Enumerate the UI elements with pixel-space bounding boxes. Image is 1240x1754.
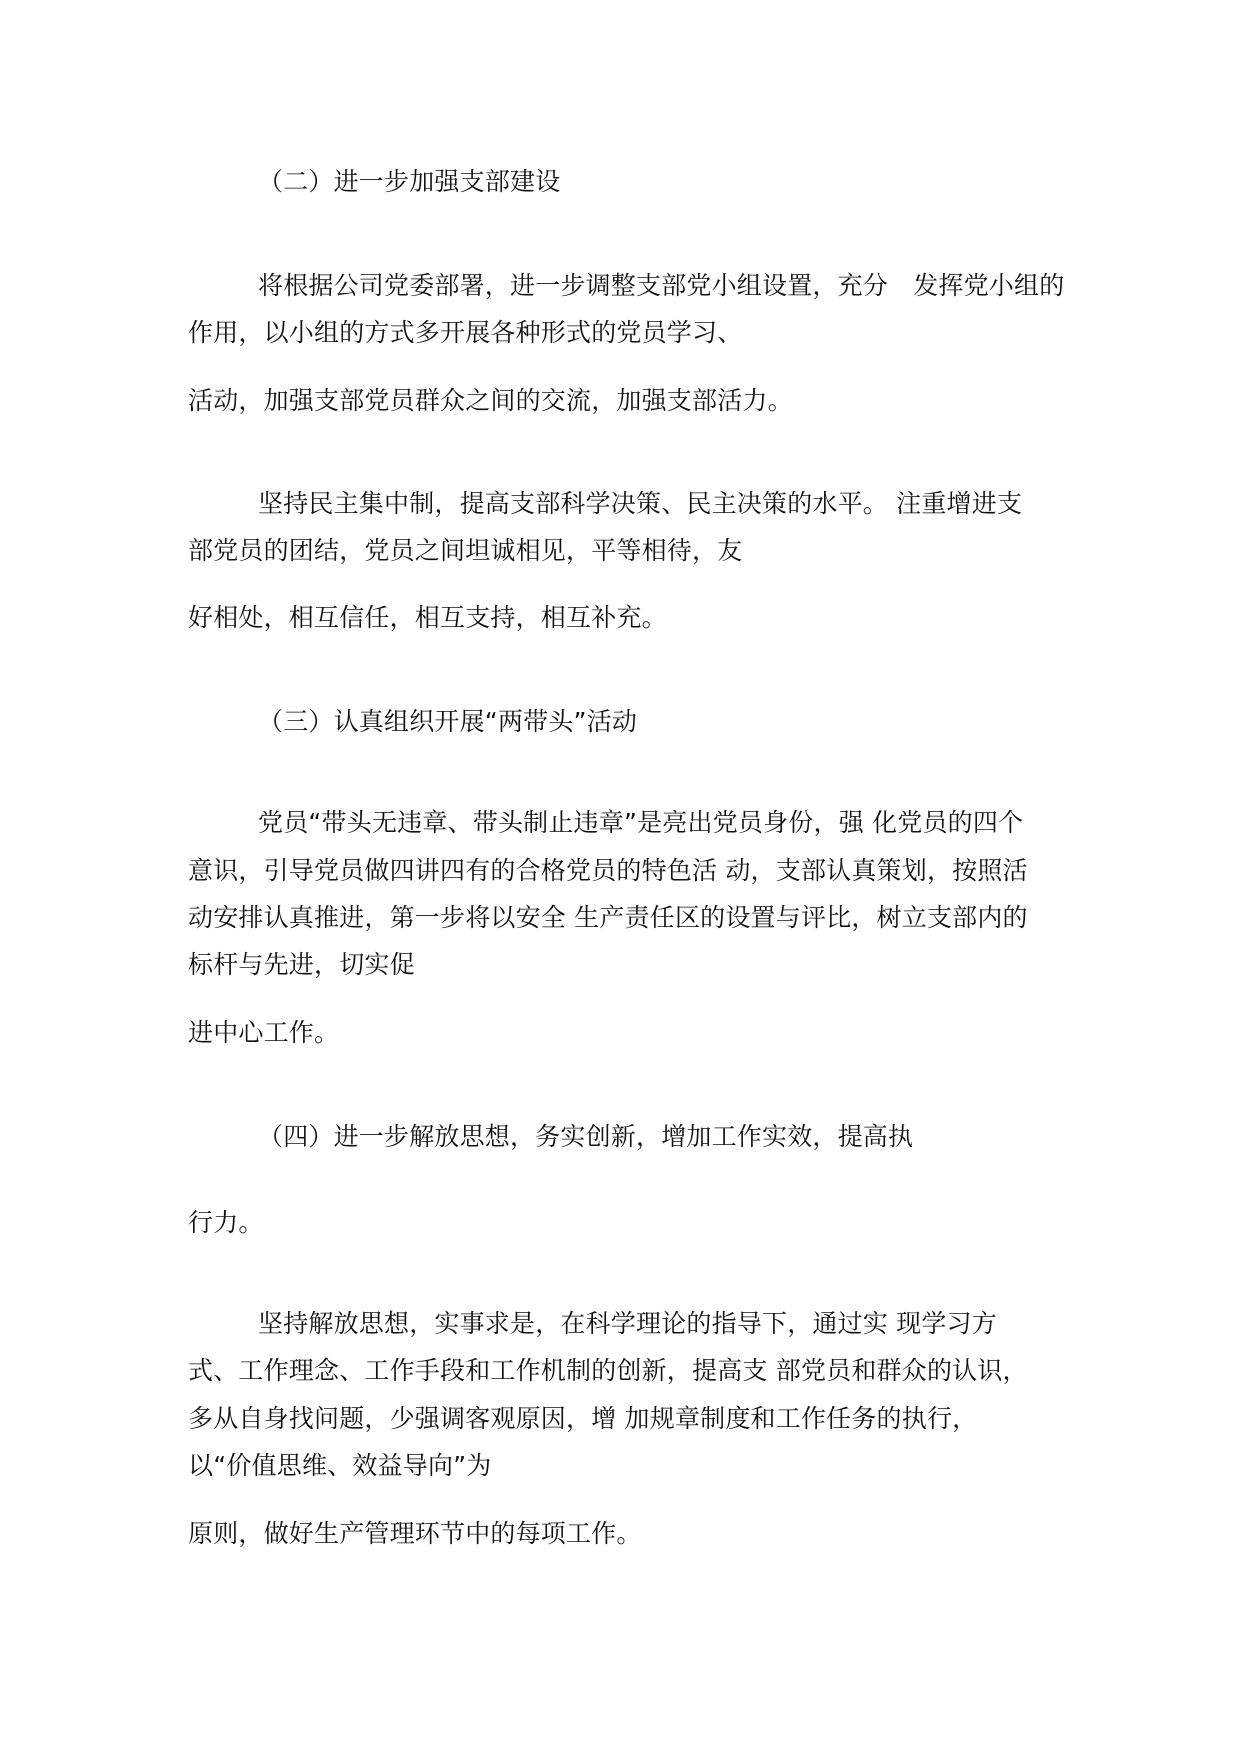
paragraph-line: 多从自身找问题，少强调客观原因，增 加规章制度和工作任务的执行， xyxy=(188,1404,978,1433)
paragraph-line: 以“价值思维、效益导向”为 xyxy=(188,1451,492,1480)
paragraph-line: 式、工作理念、工作手段和工作机制的创新，提高支 部党员和群众的认识， xyxy=(188,1356,1028,1385)
paragraph-line: 将根据公司党委部署，进一步调整支部党小组设置，充分 发挥党小组的 xyxy=(258,271,1065,300)
paragraph-line: 坚持解放思想，实事求是，在科学理论的指导下，通过实 现学习方 xyxy=(258,1309,997,1338)
paragraph-line: 意识，引导党员做四讲四有的合格党员的特色活 动，支部认真策划，按照活 xyxy=(188,856,1028,885)
paragraph-line: 标杆与先进，切实促 xyxy=(188,950,415,979)
section-heading-3: （三）认真组织开展“两带头”活动 xyxy=(258,707,638,736)
section-heading-4: （四）进一步解放思想，务实创新，增加工作实效，提高执 xyxy=(258,1122,914,1151)
paragraph-line: 活动，加强支部党员群众之间的交流，加强支部活力。 xyxy=(188,386,793,415)
paragraph-line: 进中心工作。 xyxy=(188,1018,340,1047)
paragraph-line: 作用，以小组的方式多开展各种形式的党员学习、 xyxy=(188,318,743,347)
paragraph-line: 部党员的团结，党员之间坦诚相见，平等相待，友 xyxy=(188,536,743,565)
section-heading-2: （二）进一步加强支部建设 xyxy=(258,167,561,196)
paragraph-line: 动安排认真推进，第一步将以安全 生产责任区的设置与评比，树立支部内的 xyxy=(188,903,1028,932)
paragraph-line: 原则，做好生产管理环节中的每项工作。 xyxy=(188,1519,642,1548)
paragraph-line: 党员“带头无违章、带头制止违章”是亮出党员身份，强 化党员的四个 xyxy=(258,808,1024,837)
paragraph-line: 坚持民主集中制，提高支部科学决策、民主决策的水平。 注重增进支 xyxy=(258,489,1023,518)
paragraph-line: 好相处，相互信任，相互支持，相互补充。 xyxy=(188,603,667,632)
paragraph-line: 行力。 xyxy=(188,1208,264,1237)
